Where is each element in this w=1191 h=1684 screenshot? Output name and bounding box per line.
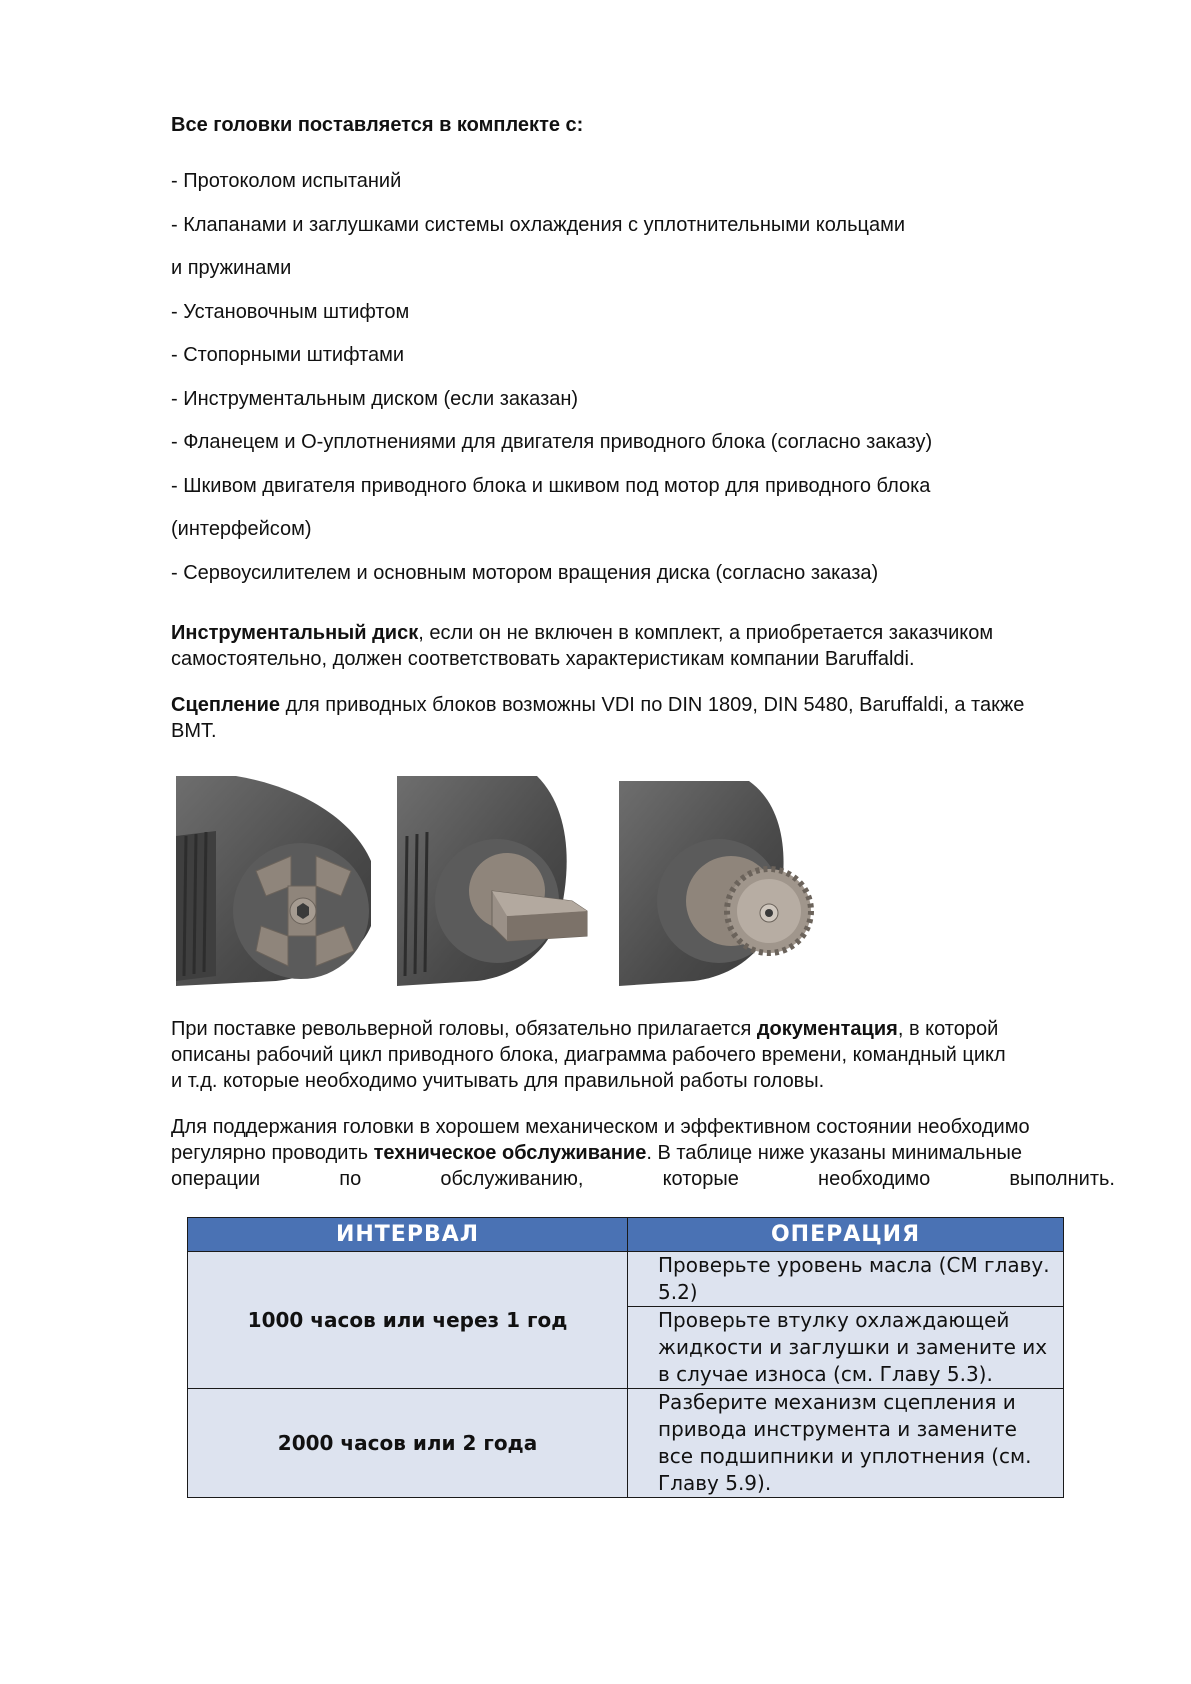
kit-item: - Сервоусилителем и основным мотором вращения диска (согласно заказа) [171,561,879,584]
coupling-paragraph [171,692,1115,744]
maint-text-line3 [171,1166,1115,1192]
maint-word: по [339,1168,362,1190]
maint-word: необходимо [818,1168,931,1190]
maint-word: выполнить. [1009,1168,1115,1190]
disk-text-line2: самостоятельно, должен соответствовать характеристикам компании Baruffaldi. [171,648,915,670]
maint-text-line2a: регулярно проводить [171,1142,374,1164]
din5480-spline-coupling-image [619,776,816,986]
table-row [188,1252,1064,1307]
maint-word: операции [171,1168,261,1190]
coupling-text-line2: BMT. [171,720,217,742]
interval-cell: 1000 часов или через 1 год [188,1252,628,1389]
kit-item: - Протоколом испытаний [171,170,402,192]
kit-heading: Все головки поставляется в комплекте с: [171,114,584,136]
doc-term: документация [756,1018,898,1040]
doc-text-line1a: При поставке револьверной головы, обязательно прилагается [171,1018,757,1040]
interval-cell: 2000 часов или 2 года [188,1389,628,1498]
maint-text-line2b: . В таблице ниже указаны минимальные [646,1142,1023,1164]
operation-cell: Разберите механизм сцепления и привода инструмента и замените все подшипники и уплотнения (см. Главу 5.9). [628,1389,1064,1498]
disk-text-line1: , если он не включен в комплект, а приобретается заказчиком [418,622,994,644]
disk-paragraph [171,620,1115,672]
documentation-paragraph [171,1016,1115,1094]
header-operation: ОПЕРАЦИЯ [628,1218,1064,1252]
maint-text-line1: Для поддержания головки в хорошем механическом и эффективном состоянии необходимо [171,1116,1030,1138]
operation-cell: Проверьте втулку охлаждающей жидкости и заглушки и замените их в случае износа (см. Главу 5.3). [628,1307,1064,1389]
coupling-text-line1: для приводных блоков возможны VDI по DIN 1809, DIN 5480, Baruffaldi, а также [280,694,1025,716]
maintenance-table [187,1217,1064,1498]
table-header-row [188,1218,1064,1252]
coupling-term: Сцепление [171,694,281,716]
din1809-coupling-image [397,776,607,986]
kit-list [171,160,1071,595]
table-row [188,1389,1064,1498]
maintenance-paragraph [171,1114,1115,1192]
doc-text-line2: описаны рабочий цикл приводного блока, диаграмма рабочего времени, командный цикл [171,1044,1006,1066]
kit-item: - Установочным штифтом [171,300,410,323]
kit-item: - Стопорными штифтами [171,344,405,366]
maint-term: техническое обслуживание [373,1142,647,1164]
kit-item: - Инструментальным диском (если заказан) [171,387,579,410]
kit-item: - Фланецем и О-уплотнениями для двигателя приводного блока (согласно заказу) [171,431,933,453]
operation-cell: Проверьте уровень масла (СМ главу. 5.2) [628,1252,1064,1307]
maint-word: обслуживанию, [440,1168,584,1190]
vdi-coupling-image [176,776,381,986]
disk-term: Инструментальный диск [171,622,419,644]
coupling-images [176,776,816,986]
doc-text-line1b: , в которой [897,1018,999,1040]
maint-word: которые [662,1168,739,1190]
kit-item: - Клапанами и заглушками системы охлаждения с уплотнительными кольцами [171,213,905,236]
kit-item: и пружинами [171,257,292,279]
kit-item: - Шкивом двигателя приводного блока и шкивом под мотор для приводного блока [171,474,931,497]
doc-text-line3: и т.д. которые необходимо учитывать для правильной работы головы. [171,1070,825,1092]
header-interval: ИНТЕРВАЛ [188,1218,628,1252]
kit-item: (интерфейсом) [171,518,312,540]
